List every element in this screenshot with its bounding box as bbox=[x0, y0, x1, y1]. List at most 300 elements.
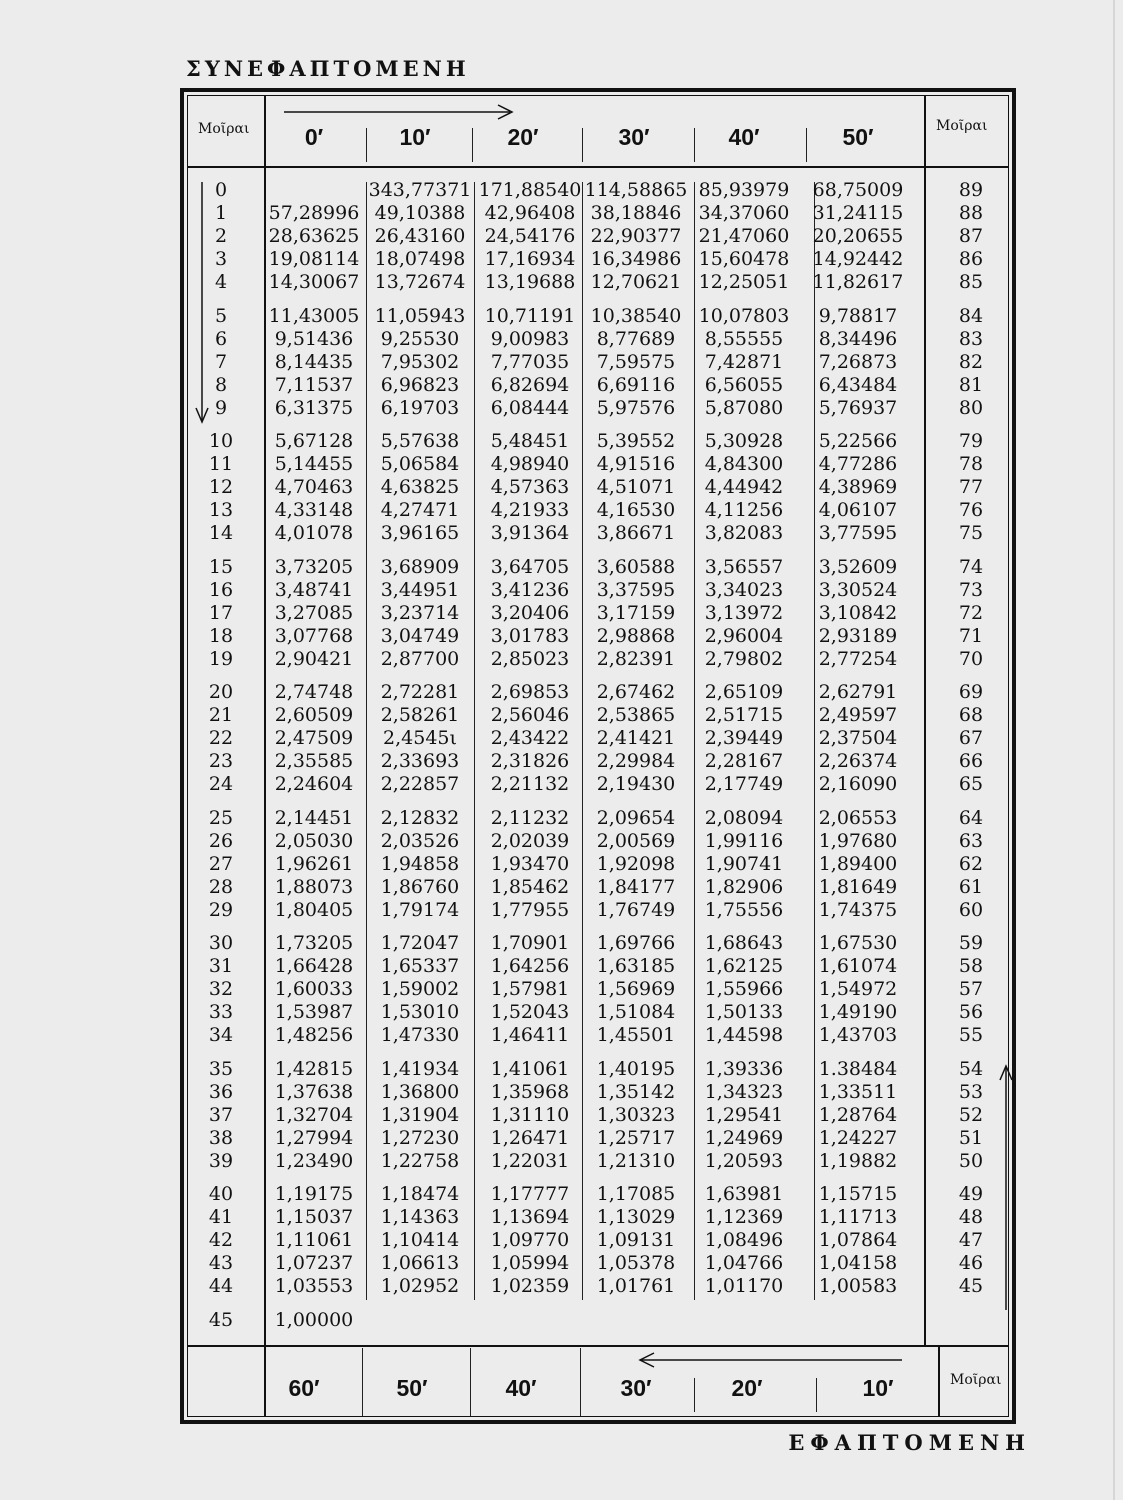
value-cell: 2,21132 bbox=[490, 773, 570, 796]
footer-divider bbox=[188, 1345, 1008, 1347]
row-complement-degree: 72 bbox=[958, 601, 984, 624]
value-cell: 1,10414 bbox=[380, 1229, 460, 1252]
row-complement-degree: 52 bbox=[958, 1103, 984, 1126]
row-complement-degree: 87 bbox=[958, 225, 984, 248]
value-cell: 2,51715 bbox=[704, 704, 784, 727]
value-cell: 1.38484 bbox=[818, 1057, 898, 1080]
row-degree: 1 bbox=[214, 202, 228, 225]
value-cell: 1,53987 bbox=[274, 1001, 354, 1024]
value-cell: 2,90421 bbox=[274, 647, 354, 670]
row-degree: 6 bbox=[214, 327, 228, 350]
value-cell: 2,96004 bbox=[704, 624, 784, 647]
table-row bbox=[0, 1229, 1123, 1252]
value-cell: 12,70621 bbox=[590, 271, 682, 294]
row-degree: 0 bbox=[214, 179, 228, 201]
value-cell: 3,56557 bbox=[704, 555, 784, 578]
value-cell: 5,48451 bbox=[490, 430, 570, 452]
value-cell: 3,77595 bbox=[818, 522, 898, 545]
value-cell: 1,02359 bbox=[490, 1275, 570, 1298]
col-sep-header-5 bbox=[806, 128, 807, 162]
value-cell: 3,17159 bbox=[596, 601, 676, 624]
bottom-col-10: 10′ bbox=[862, 1375, 894, 1401]
value-cell: 1,02952 bbox=[380, 1275, 460, 1298]
table-row bbox=[0, 271, 1123, 294]
row-complement-degree: 76 bbox=[958, 499, 984, 522]
row-complement-degree: 47 bbox=[958, 1229, 984, 1252]
row-complement-degree: 66 bbox=[958, 750, 984, 773]
top-col-40: 40′ bbox=[728, 124, 760, 150]
row-complement-degree: 63 bbox=[958, 829, 984, 852]
value-cell: 1,86760 bbox=[380, 875, 460, 898]
value-cell: 4,63825 bbox=[380, 476, 460, 499]
table-row bbox=[0, 1309, 1123, 1332]
value-cell: 3,01783 bbox=[490, 624, 570, 647]
value-cell: 2,41421 bbox=[596, 727, 676, 750]
row-complement-degree: 70 bbox=[958, 647, 984, 670]
value-cell: 3,13972 bbox=[704, 601, 784, 624]
value-cell: 1,07237 bbox=[274, 1252, 354, 1275]
row-degree: 11 bbox=[208, 453, 234, 476]
value-cell: 6,96823 bbox=[380, 373, 460, 396]
row-degree: 19 bbox=[208, 647, 234, 670]
row-degree: 29 bbox=[208, 898, 234, 921]
row-degree: 20 bbox=[208, 681, 234, 703]
value-cell: 19,08114 bbox=[268, 248, 360, 271]
value-cell: 1,22758 bbox=[380, 1149, 460, 1172]
value-cell: 4,11256 bbox=[704, 499, 784, 522]
value-cell: 1,01761 bbox=[596, 1275, 676, 1298]
table-row bbox=[0, 248, 1123, 271]
value-cell: 1,09131 bbox=[596, 1229, 676, 1252]
value-cell: 1,96261 bbox=[274, 852, 354, 875]
value-cell: 1,81649 bbox=[818, 875, 898, 898]
value-cell: 57,28996 bbox=[268, 202, 360, 225]
value-cell: 8,55555 bbox=[704, 327, 784, 350]
value-cell: 2,39449 bbox=[704, 727, 784, 750]
degrees-label-top-left: Μοῖραι bbox=[198, 121, 250, 137]
value-cell: 11,43005 bbox=[268, 304, 360, 327]
value-cell: 16,34986 bbox=[590, 248, 682, 271]
table-row bbox=[0, 179, 1123, 202]
table-row bbox=[0, 1104, 1123, 1127]
value-cell: 5,87080 bbox=[704, 396, 784, 419]
row-degree: 34 bbox=[208, 1024, 234, 1047]
value-cell: 1,35142 bbox=[596, 1080, 676, 1103]
value-cell: 1,09770 bbox=[490, 1229, 570, 1252]
value-cell: 1,06613 bbox=[380, 1252, 460, 1275]
value-cell: 5,06584 bbox=[380, 453, 460, 476]
value-cell: 5,14455 bbox=[274, 453, 354, 476]
value-cell: 1,11061 bbox=[274, 1229, 354, 1252]
value-cell: 8,14435 bbox=[274, 350, 354, 373]
value-cell: 2,31826 bbox=[490, 750, 570, 773]
value-cell: 2,58261 bbox=[380, 704, 460, 727]
value-cell: 5,57638 bbox=[380, 430, 460, 452]
value-cell: 2,79802 bbox=[704, 647, 784, 670]
left-arrow-icon bbox=[636, 1350, 906, 1370]
value-cell: 3,48741 bbox=[274, 578, 354, 601]
value-cell: 2,19430 bbox=[596, 773, 676, 796]
row-degree: 18 bbox=[208, 624, 234, 647]
value-cell: 8,34496 bbox=[818, 327, 898, 350]
value-cell: 1,41061 bbox=[490, 1057, 570, 1080]
value-cell: 3,73205 bbox=[274, 555, 354, 578]
row-degree: 5 bbox=[214, 304, 228, 327]
row-complement-degree: 60 bbox=[958, 898, 984, 921]
value-cell: 18,07498 bbox=[374, 248, 466, 271]
value-cell: 2,72281 bbox=[380, 681, 460, 703]
value-cell: 13,19688 bbox=[484, 271, 576, 294]
row-complement-degree: 78 bbox=[958, 453, 984, 476]
value-cell: 1,13694 bbox=[490, 1206, 570, 1229]
value-cell: 6,43484 bbox=[818, 373, 898, 396]
value-cell: 3,68909 bbox=[380, 555, 460, 578]
value-cell: 85,93979 bbox=[698, 179, 790, 201]
table-row bbox=[0, 305, 1123, 328]
table-row bbox=[0, 1058, 1123, 1081]
value-cell: 2,65109 bbox=[704, 681, 784, 703]
value-cell: 6,31375 bbox=[274, 396, 354, 419]
value-cell: 1,24969 bbox=[704, 1126, 784, 1149]
value-cell: 12,25051 bbox=[698, 271, 790, 294]
value-cell: 1,37638 bbox=[274, 1080, 354, 1103]
value-cell: 1,99116 bbox=[704, 829, 784, 852]
table-row bbox=[0, 876, 1123, 899]
value-cell: 11,82617 bbox=[812, 271, 904, 294]
row-complement-degree: 69 bbox=[958, 681, 984, 703]
row-degree: 22 bbox=[208, 727, 234, 750]
table-row bbox=[0, 1183, 1123, 1206]
row-degree: 37 bbox=[208, 1103, 234, 1126]
value-cell: 1,82906 bbox=[704, 875, 784, 898]
value-cell: 6,69116 bbox=[596, 373, 676, 396]
value-cell: 7,42871 bbox=[704, 350, 784, 373]
value-cell: 3,23714 bbox=[380, 601, 460, 624]
row-degree: 2 bbox=[214, 225, 228, 248]
row-degree: 33 bbox=[208, 1001, 234, 1024]
value-cell: 1,77955 bbox=[490, 898, 570, 921]
right-arrow-icon bbox=[284, 102, 520, 122]
value-cell: 24,54176 bbox=[484, 225, 576, 248]
table-row bbox=[0, 1275, 1123, 1298]
top-col-10: 10′ bbox=[399, 124, 431, 150]
value-cell: 7,26873 bbox=[818, 350, 898, 373]
value-cell: 2,47509 bbox=[274, 727, 354, 750]
value-cell: 2,22857 bbox=[380, 773, 460, 796]
value-cell: 1,41934 bbox=[380, 1057, 460, 1080]
value-cell: 3,04749 bbox=[380, 624, 460, 647]
table-row bbox=[0, 1252, 1123, 1275]
row-complement-degree: 54 bbox=[958, 1057, 984, 1080]
value-cell: 2,08094 bbox=[704, 806, 784, 829]
value-cell: 3,10842 bbox=[818, 601, 898, 624]
row-complement-degree: 64 bbox=[958, 806, 984, 829]
value-cell: 1,12369 bbox=[704, 1206, 784, 1229]
value-cell: 1,79174 bbox=[380, 898, 460, 921]
value-cell: 2,74748 bbox=[274, 681, 354, 703]
row-degree: 31 bbox=[208, 955, 234, 978]
row-complement-degree: 46 bbox=[958, 1252, 984, 1275]
value-cell: 1,61074 bbox=[818, 955, 898, 978]
right-degree-divider-footer bbox=[938, 1346, 940, 1416]
row-degree: 7 bbox=[214, 350, 228, 373]
value-cell: 13,72674 bbox=[374, 271, 466, 294]
value-cell: 1,01170 bbox=[704, 1275, 784, 1298]
value-cell: 2,03526 bbox=[380, 829, 460, 852]
value-cell: 6,56055 bbox=[704, 373, 784, 396]
row-degree: 39 bbox=[208, 1149, 234, 1172]
value-cell: 343,77371 bbox=[368, 179, 472, 201]
bottom-col-50: 50′ bbox=[396, 1375, 428, 1401]
value-cell: 1,05378 bbox=[596, 1252, 676, 1275]
value-cell: 21,47060 bbox=[698, 225, 790, 248]
table-row bbox=[0, 1081, 1123, 1104]
row-degree: 21 bbox=[208, 704, 234, 727]
table-row bbox=[0, 556, 1123, 579]
value-cell: 8,77689 bbox=[596, 327, 676, 350]
value-cell: 1,17085 bbox=[596, 1183, 676, 1205]
value-cell: 4,33148 bbox=[274, 499, 354, 522]
row-degree: 13 bbox=[208, 499, 234, 522]
row-complement-degree: 71 bbox=[958, 624, 984, 647]
value-cell: 1,25717 bbox=[596, 1126, 676, 1149]
value-cell: 1,20593 bbox=[704, 1149, 784, 1172]
value-cell: 3,96165 bbox=[380, 522, 460, 545]
table-row bbox=[0, 899, 1123, 922]
value-cell: 2,43422 bbox=[490, 727, 570, 750]
row-complement-degree: 61 bbox=[958, 875, 984, 898]
row-complement-degree: 79 bbox=[958, 430, 984, 452]
value-cell: 2,98868 bbox=[596, 624, 676, 647]
table-row bbox=[0, 1206, 1123, 1229]
value-cell: 4,16530 bbox=[596, 499, 676, 522]
table-row bbox=[0, 625, 1123, 648]
value-cell: 7,95302 bbox=[380, 350, 460, 373]
table-row bbox=[0, 499, 1123, 522]
value-cell: 1,80405 bbox=[274, 898, 354, 921]
value-cell: 3,44951 bbox=[380, 578, 460, 601]
value-cell: 1,14363 bbox=[380, 1206, 460, 1229]
row-degree: 40 bbox=[208, 1183, 234, 1205]
row-complement-degree: 73 bbox=[958, 578, 984, 601]
value-cell: 5,39552 bbox=[596, 430, 676, 452]
value-cell: 1,65337 bbox=[380, 955, 460, 978]
value-cell: 1,62125 bbox=[704, 955, 784, 978]
value-cell: 2,16090 bbox=[818, 773, 898, 796]
value-cell: 7,11537 bbox=[274, 373, 354, 396]
col-sep-footer-4 bbox=[694, 1378, 695, 1412]
row-degree: 26 bbox=[208, 829, 234, 852]
row-complement-degree: 86 bbox=[958, 248, 984, 271]
row-degree: 4 bbox=[214, 271, 228, 294]
header-title: ΣΥΝΕΦΑΠΤΟΜΕΝΗ bbox=[186, 56, 470, 81]
value-cell: 11,05943 bbox=[374, 304, 466, 327]
value-cell: 1,76749 bbox=[596, 898, 676, 921]
value-cell: 3,82083 bbox=[704, 522, 784, 545]
value-cell: 1,69766 bbox=[596, 932, 676, 954]
value-cell: 10,71191 bbox=[484, 304, 576, 327]
value-cell: 1,67530 bbox=[818, 932, 898, 954]
value-cell: 1,29541 bbox=[704, 1103, 784, 1126]
table-row bbox=[0, 225, 1123, 248]
value-cell: 1,93470 bbox=[490, 852, 570, 875]
value-cell: 1,40195 bbox=[596, 1057, 676, 1080]
value-cell: 14,30067 bbox=[268, 271, 360, 294]
value-cell: 1,49190 bbox=[818, 1001, 898, 1024]
value-cell: 1,03553 bbox=[274, 1275, 354, 1298]
value-cell: 5,22566 bbox=[818, 430, 898, 452]
value-cell: 3,91364 bbox=[490, 522, 570, 545]
value-cell: 49,10388 bbox=[374, 202, 466, 225]
value-cell: 1,47330 bbox=[380, 1024, 460, 1047]
value-cell: 1,11713 bbox=[818, 1206, 898, 1229]
value-cell: 3,52609 bbox=[818, 555, 898, 578]
row-degree: 10 bbox=[208, 430, 234, 452]
row-complement-degree: 65 bbox=[958, 773, 984, 796]
row-degree: 45 bbox=[208, 1308, 234, 1331]
value-cell: 2,4545ι bbox=[383, 727, 457, 750]
row-degree: 3 bbox=[214, 248, 228, 271]
row-complement-degree: 82 bbox=[958, 350, 984, 373]
value-cell: 1,55966 bbox=[704, 978, 784, 1001]
value-cell: 1,52043 bbox=[490, 1001, 570, 1024]
value-cell: 3,64705 bbox=[490, 555, 570, 578]
value-cell: 4,51071 bbox=[596, 476, 676, 499]
table-row bbox=[0, 522, 1123, 545]
header-divider bbox=[188, 166, 1008, 168]
value-cell: 2,56046 bbox=[490, 704, 570, 727]
table-row bbox=[0, 1150, 1123, 1173]
value-cell: 1,92098 bbox=[596, 852, 676, 875]
value-cell: 2,35585 bbox=[274, 750, 354, 773]
top-col-20: 20′ bbox=[507, 124, 539, 150]
col-sep-footer-3 bbox=[580, 1348, 581, 1416]
value-cell: 4,27471 bbox=[380, 499, 460, 522]
value-cell: 5,30928 bbox=[704, 430, 784, 452]
value-cell: 3,34023 bbox=[704, 578, 784, 601]
value-cell: 1,45501 bbox=[596, 1024, 676, 1047]
value-cell: 2,53865 bbox=[596, 704, 676, 727]
value-cell: 4,98940 bbox=[490, 453, 570, 476]
row-complement-degree: 49 bbox=[958, 1183, 984, 1205]
value-cell: 14,92442 bbox=[812, 248, 904, 271]
value-cell: 1,05994 bbox=[490, 1252, 570, 1275]
table-row bbox=[0, 430, 1123, 453]
row-complement-degree: 75 bbox=[958, 522, 984, 545]
value-cell: 1,88073 bbox=[274, 875, 354, 898]
value-cell: 9,78817 bbox=[818, 304, 898, 327]
row-complement-degree: 89 bbox=[958, 179, 984, 201]
value-cell: 2,02039 bbox=[490, 829, 570, 852]
bottom-col-20: 20′ bbox=[731, 1375, 763, 1401]
value-cell: 1,19175 bbox=[274, 1183, 354, 1205]
table-row bbox=[0, 202, 1123, 225]
value-cell: 1,00583 bbox=[818, 1275, 898, 1298]
row-complement-degree: 74 bbox=[958, 555, 984, 578]
table-row bbox=[0, 1001, 1123, 1024]
row-degree: 25 bbox=[208, 806, 234, 829]
row-complement-degree: 80 bbox=[958, 396, 984, 419]
row-degree: 28 bbox=[208, 875, 234, 898]
value-cell: 1,32704 bbox=[274, 1103, 354, 1126]
row-complement-degree: 57 bbox=[958, 978, 984, 1001]
value-cell: 1,21310 bbox=[596, 1149, 676, 1172]
value-cell: 2,29984 bbox=[596, 750, 676, 773]
table-row bbox=[0, 704, 1123, 727]
row-complement-degree: 67 bbox=[958, 727, 984, 750]
bottom-col-40: 40′ bbox=[505, 1375, 537, 1401]
row-degree: 32 bbox=[208, 978, 234, 1001]
value-cell: 1,72047 bbox=[380, 932, 460, 954]
table-row bbox=[0, 978, 1123, 1001]
value-cell: 4,57363 bbox=[490, 476, 570, 499]
value-cell: 9,51436 bbox=[274, 327, 354, 350]
value-cell: 4,70463 bbox=[274, 476, 354, 499]
value-cell: 1,59002 bbox=[380, 978, 460, 1001]
bottom-col-60: 60′ bbox=[288, 1375, 320, 1401]
value-cell: 2,37504 bbox=[818, 727, 898, 750]
value-cell: 1,08496 bbox=[704, 1229, 784, 1252]
col-sep-footer-5 bbox=[816, 1378, 817, 1412]
value-cell: 1,85462 bbox=[490, 875, 570, 898]
top-col-50: 50′ bbox=[842, 124, 874, 150]
value-cell: 31,24115 bbox=[812, 202, 904, 225]
row-complement-degree: 59 bbox=[958, 932, 984, 954]
value-cell: 2,14451 bbox=[274, 806, 354, 829]
row-degree: 12 bbox=[208, 476, 234, 499]
value-cell: 1,24227 bbox=[818, 1126, 898, 1149]
table-row bbox=[0, 602, 1123, 625]
row-degree: 38 bbox=[208, 1126, 234, 1149]
value-cell: 1,48256 bbox=[274, 1024, 354, 1047]
row-degree: 15 bbox=[208, 555, 234, 578]
value-cell: 2,85023 bbox=[490, 647, 570, 670]
row-complement-degree: 56 bbox=[958, 1001, 984, 1024]
value-cell: 4,01078 bbox=[274, 522, 354, 545]
table-row bbox=[0, 476, 1123, 499]
value-cell: 1,22031 bbox=[490, 1149, 570, 1172]
value-cell: 3,30524 bbox=[818, 578, 898, 601]
value-cell: 1,97680 bbox=[818, 829, 898, 852]
row-degree: 36 bbox=[208, 1080, 234, 1103]
value-cell: 1,73205 bbox=[274, 932, 354, 954]
value-cell: 1,57981 bbox=[490, 978, 570, 1001]
value-cell: 1,15715 bbox=[818, 1183, 898, 1205]
value-cell: 4,38969 bbox=[818, 476, 898, 499]
value-cell: 1,68643 bbox=[704, 932, 784, 954]
value-cell: 1,36800 bbox=[380, 1080, 460, 1103]
value-cell: 114,58865 bbox=[584, 179, 688, 201]
value-cell: 22,90377 bbox=[590, 225, 682, 248]
value-cell: 42,96408 bbox=[484, 202, 576, 225]
value-cell: 9,25530 bbox=[380, 327, 460, 350]
value-cell: 2,77254 bbox=[818, 647, 898, 670]
value-cell: 1,94858 bbox=[380, 852, 460, 875]
table-row bbox=[0, 727, 1123, 750]
row-degree: 30 bbox=[208, 932, 234, 954]
value-cell: 1,60033 bbox=[274, 978, 354, 1001]
top-col-30: 30′ bbox=[618, 124, 650, 150]
value-cell: 1,27230 bbox=[380, 1126, 460, 1149]
value-cell: 7,59575 bbox=[596, 350, 676, 373]
value-cell: 2,82391 bbox=[596, 647, 676, 670]
value-cell: 1,64256 bbox=[490, 955, 570, 978]
value-cell: 2,28167 bbox=[704, 750, 784, 773]
value-cell: 4,06107 bbox=[818, 499, 898, 522]
table-row bbox=[0, 773, 1123, 796]
row-complement-degree: 58 bbox=[958, 955, 984, 978]
value-cell: 1,07864 bbox=[818, 1229, 898, 1252]
